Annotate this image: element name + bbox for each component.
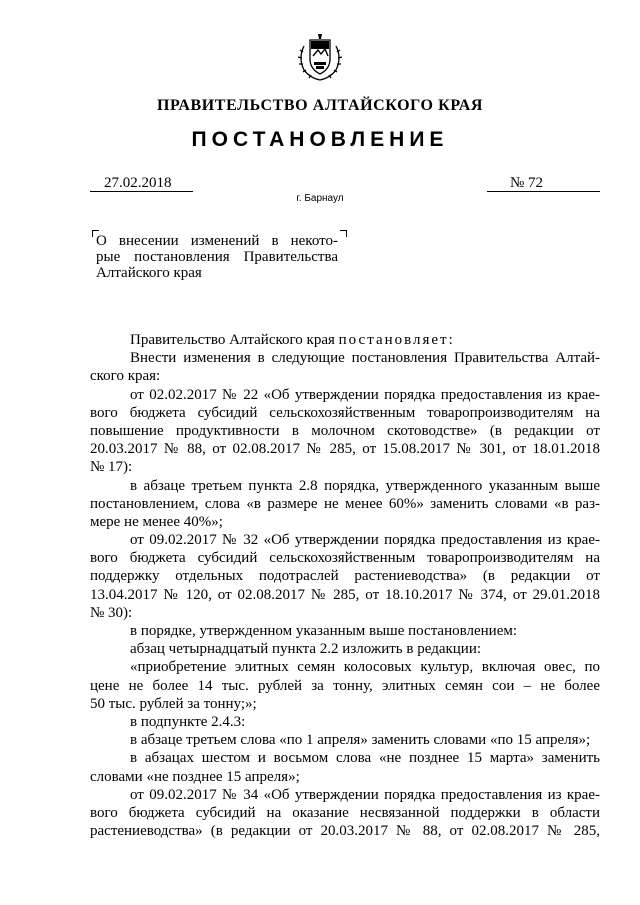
body-line: «приобретение элитных семян колосовых культур, включая овес, по [130,659,600,676]
document-city: г. Барнаул [296,193,344,204]
body-line: от 09.02.2017 № 32 «Об утверждении порядка предоставления из крае- [130,532,600,549]
body-line: цене не более 14 тыс. рублей за тонну, элитных семян сои – не более [90,677,600,694]
body-line: вого бюджета субсидий сельскохозяйственным товаропроизводителям на [90,404,600,421]
coat-of-arms-icon [294,32,346,84]
body-line: 20.03.2017 № 88, от 02.08.2017 № 285, от 15.08.2017 № 301, от 18.01.2018 [90,441,600,458]
body-line: 13.04.2017 № 120, от 02.08.2017 № 285, от 18.10.2017 № 374, от 29.01.2018 [90,586,600,603]
body-line: вого бюджета субсидий на оказание несвязанной поддержки в области [90,804,600,821]
body-line: № 30): [90,604,133,621]
body-line: словами «не позднее 15 апреля»; [90,768,300,785]
subject-line: рые постановления Правительства [96,249,338,265]
date-underline [90,191,193,192]
body-line: в подпункте 2.4.3: [130,713,246,730]
preamble-verb: постановляет: [338,332,455,348]
body-line: в абзаце третьем пункта 2.8 порядка, утвержденного указанным выше [130,477,600,494]
document-type: ПОСТАНОВЛЕНИЕ [191,128,449,151]
body-line: постановлением, слова «в размере не менее 60%» заменить словами «в раз- [90,495,600,512]
body-line: абзац четырнадцатый пункта 2.2 изложить в редакции: [130,641,482,658]
number-underline [487,191,600,192]
body-line: Внести изменения в следующие постановления Правительства Алтай- [130,350,600,367]
body-line: повышение продуктивности в молочном скотоводстве» (в редакции от [90,422,600,439]
subject-line: Алтайского края [96,265,202,281]
document-number: № 72 [510,175,544,191]
body-line: вого бюджета субсидий сельскохозяйственным товаропроизводителям на [90,550,600,567]
body-line: № 17): [90,459,133,476]
body-line: ского края: [90,368,161,385]
body-line: в абзаце третьем слова «по 1 апреля» заменить словами «по 15 апреля»; [130,732,591,749]
preamble [90,331,600,349]
body-line: 50 тыс. рублей за тонну;»; [90,695,257,712]
subject-corner-right [340,230,347,237]
body-line: мере не менее 40%»; [90,513,223,530]
document-date: 27.02.2018 [104,175,172,191]
document-subject [96,233,338,281]
body-line: поддержку отдельных подотраслей растениеводства» (в редакции от [90,568,600,585]
subject-line: О внесении изменений в некото- [96,233,338,249]
body-line: растениеводства» (в редакции от 20.03.2017 № 88, от 02.08.2017 № 285, [90,823,600,840]
body-line: от 02.02.2017 № 22 «Об утверждении порядка предоставления из крае- [130,386,600,403]
government-title: ПРАВИТЕЛЬСТВО АЛТАЙСКОГО КРАЯ [156,97,484,114]
body-line: в порядке, утвержденном указанным выше постановлением: [130,623,518,639]
preamble-text: Правительство Алтайского края [130,332,339,348]
body-line: в абзацах шестом и восьмом слова «не позднее 15 марта» заменить [130,750,600,767]
body-line: от 09.02.2017 № 34 «Об утверждении порядка предоставления из крае- [130,786,600,803]
document-body [90,331,600,840]
